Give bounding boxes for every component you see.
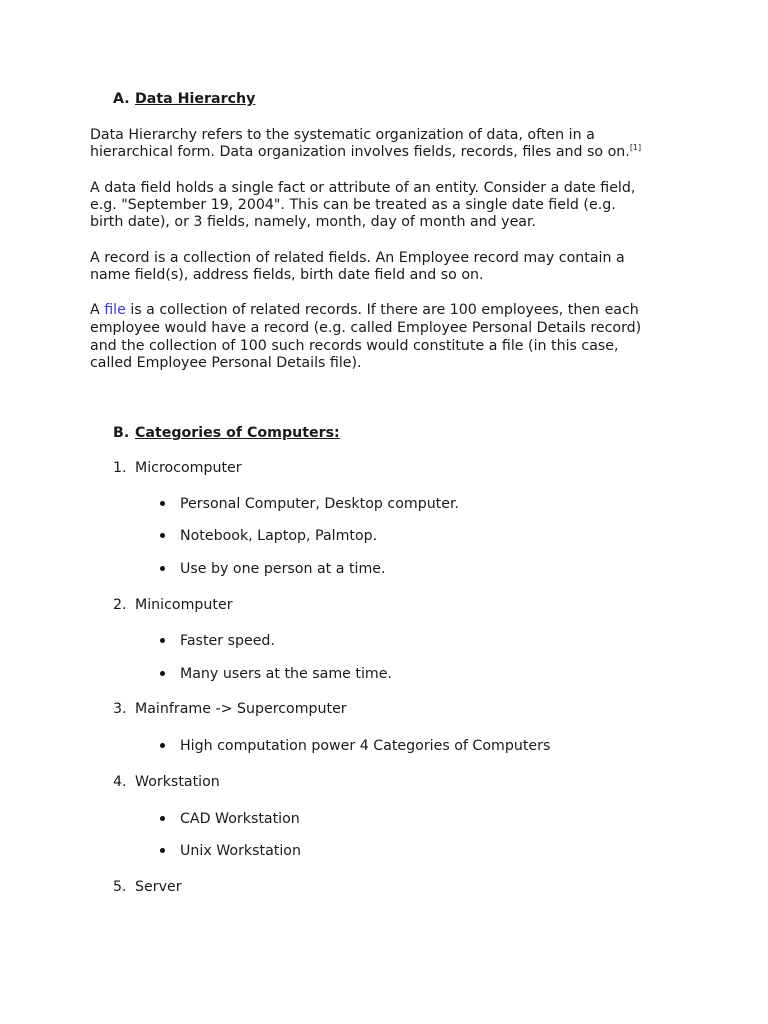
paragraph-2-line-2: e.g. "September 19, 2004". This can be treated as a single date field (e.g. xyxy=(90,197,616,213)
paragraph-1-line-2 xyxy=(90,143,641,161)
section-b-title: Categories of Computers: xyxy=(135,425,340,441)
paragraph-1-line-1: Data Hierarchy refers to the systematic organization of data, often in a xyxy=(90,127,595,143)
paragraph-4-line-4: called Employee Personal Details file). xyxy=(90,355,362,371)
bullet-icon xyxy=(160,638,165,643)
list-item-minicomputer: Minicomputer xyxy=(135,597,233,613)
bullet-icon xyxy=(160,533,165,538)
bullet-icon xyxy=(160,816,165,821)
bullet-icon xyxy=(160,743,165,748)
bullet-item: Personal Computer, Desktop computer. xyxy=(180,496,460,512)
bullet-item: CAD Workstation xyxy=(180,811,300,827)
paragraph-2-line-1: A data field holds a single fact or attribute of an entity. Consider a date field, xyxy=(90,180,636,196)
section-b-letter: B. xyxy=(113,425,130,441)
bullet-icon xyxy=(160,501,165,506)
list-item-workstation: Workstation xyxy=(135,774,220,790)
bullet-item: Faster speed. xyxy=(180,633,275,649)
bullet-item: Many users at the same time. xyxy=(180,666,392,682)
paragraph-4-line-3: and the collection of 100 such records would constitute a file (in this case, xyxy=(90,338,619,354)
bullet-icon xyxy=(160,848,165,853)
list-number-2: 2. xyxy=(113,597,127,613)
list-number-5: 5. xyxy=(113,879,127,895)
paragraph-4-line-2: employee would have a record (e.g. called Employee Personal Details record) xyxy=(90,320,642,336)
list-item-microcomputer: Microcomputer xyxy=(135,460,242,476)
paragraph-2-line-3: birth date), or 3 fields, namely, month, day of month and year. xyxy=(90,214,537,230)
list-number-3: 3. xyxy=(113,701,127,717)
file-link[interactable]: file xyxy=(104,302,126,318)
paragraph-4-post: is a collection of related records. If there are 100 employees, then each xyxy=(125,302,639,318)
paragraph-3-line-2: name field(s), address fields, birth date field and so on. xyxy=(90,267,484,283)
bullet-icon xyxy=(160,671,165,676)
list-item-mainframe: Mainframe -> Supercomputer xyxy=(135,701,347,717)
list-number-1: 1. xyxy=(113,460,127,476)
bullet-item: High computation power 4 Categories of Computers xyxy=(180,738,551,754)
bullet-item: Notebook, Laptop, Palmtop. xyxy=(180,528,378,544)
section-a-letter: A. xyxy=(113,91,130,107)
paragraph-3-line-1: A record is a collection of related fields. An Employee record may contain a xyxy=(90,250,625,266)
list-item-server: Server xyxy=(135,879,182,895)
section-a-title: Data Hierarchy xyxy=(135,91,256,107)
bullet-icon xyxy=(160,566,165,571)
paragraph-4-line-1 xyxy=(90,301,639,319)
list-number-4: 4. xyxy=(113,774,127,790)
paragraph-1-text: hierarchical form. Data organization involves fields, records, files and so on. xyxy=(90,144,630,160)
citation-ref[interactable]: [1] xyxy=(629,143,642,152)
bullet-item: Unix Workstation xyxy=(180,843,301,859)
bullet-item: Use by one person at a time. xyxy=(180,561,386,577)
paragraph-4-pre: A xyxy=(90,302,105,318)
